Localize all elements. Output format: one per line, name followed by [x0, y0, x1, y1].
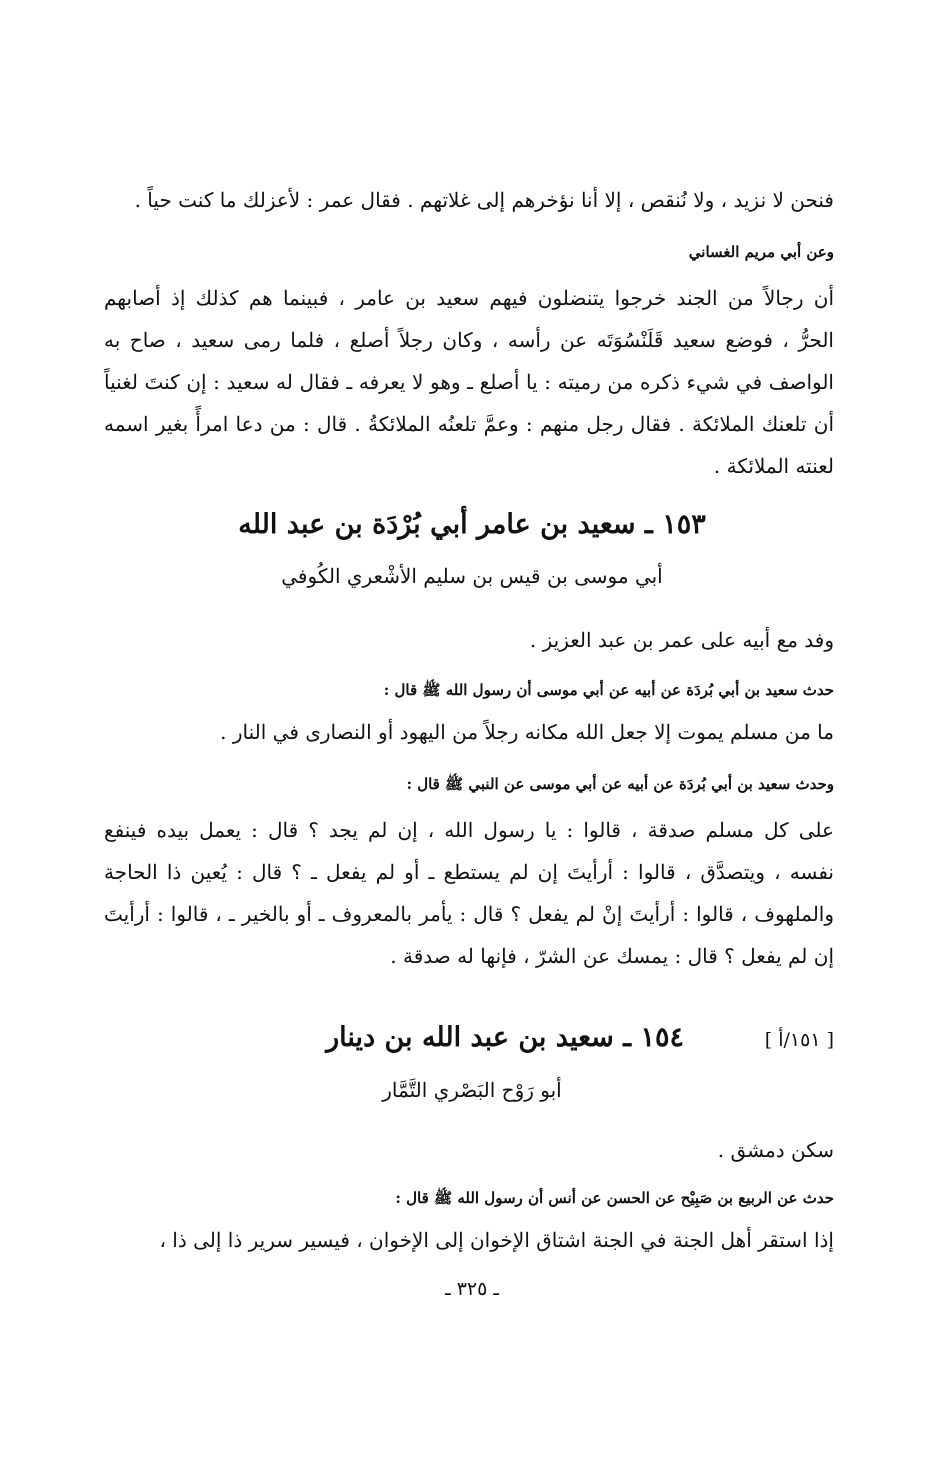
paragraph-line: أن رجالاً من الجند خرجوا يتنضلون فيهم سعيد بن عامر ، فبينما هم كذلك إذ أصابهم [104, 286, 834, 310]
paragraph-line: الواصف في شيء ذكره من رميته : يا أصلع ـ وهو لا يعرفه ـ فقال له سعيد : إن كنتَ لغنياً [104, 370, 834, 394]
isnad-line: حدث عن الربيع بن صَبِيْح عن الحسن عن أنس أن رسول الله ﷺ قال : [395, 1189, 834, 1207]
entry-heading-153: ١٥٣ ـ سعيد بن عامر أبي بُرْدَة بن عبد الله [238, 509, 706, 540]
page-number: ـ ٣٢٥ ـ [445, 1278, 499, 1300]
entry-intro: سكن دمشق . [717, 1138, 834, 1162]
isnad-line: حدث سعيد بن أبي بُردَة عن أبيه عن أبي موسى أن رسول الله ﷺ قال : [383, 681, 834, 699]
paragraph-line: لعنته الملائكة . [713, 454, 834, 478]
entry-subheading-153: أبي موسى بن قيس بن سليم الأشْعري الكُوفي [281, 564, 663, 588]
hadith-text: ما من مسلم يموت إلا جعل الله مكانه رجلاً من اليهود أو النصارى في النار . [220, 720, 834, 744]
entry-heading-154: ١٥٤ ـ سعيد بن عبد الله بن دينار [326, 1022, 684, 1053]
hadith-line: نفسه ، ويتصدَّق ، قالوا : أرأيتَ إن لم يستطع ـ أو لم يفعل ـ ؟ قال : يُعين ذا الحاجة [104, 860, 834, 884]
isnad-line: وحدث سعيد بن أبي بُردَة عن أبيه عن أبي موسى عن النبي ﷺ قال : [406, 775, 834, 793]
folio-marker: [ ١٥١/أ ] [764, 1029, 834, 1051]
hadith-line: إن لم يفعل ؟ قال : يمسك عن الشرّ ، فإنها له صدقة . [390, 944, 834, 968]
hadith-line: على كل مسلم صدقة ، قالوا : يا رسول الله ، إن لم يجد ؟ قال : يعمل بيده فينفع [104, 818, 834, 842]
hadith-text: إذا استقر أهل الجنة في الجنة اشتاق الإخوان إلى الإخوان ، فيسير سرير ذا إلى ذا ، [159, 1228, 834, 1252]
entry-subheading-154: أبو رَوْح البَصْري التَّمَّار [382, 1078, 562, 1102]
entry-intro: وفد مع أبيه على عمر بن عبد العزيز . [529, 628, 834, 652]
hadith-line: والملهوف ، قالوا : أرأيتَ إنْ لم يفعل ؟ قال : يأمر بالمعروف ـ أو بالخير ـ ، قالوا : أرأيتَ [104, 902, 834, 926]
paragraph-line: فنحن لا نزيد ، ولا نُنقص ، إلا أنا نؤخرهم إلى غلاتهم . فقال عمر : لأعزلك ما كنت حياً . [134, 188, 834, 212]
isnad-line: وعن أبي مريم الغساني [688, 243, 834, 261]
paragraph-line: أن تلعنك الملائكة . فقال رجل منهم : وعمَّ تلعنُه الملائكةُ . قال : من دعا امرأً بغير اسمه [104, 412, 834, 436]
paragraph-line: الحرُّ ، فوضع سعيد قَلَنْسُوَتَه عن رأسه ، وكان رجلاً أصلع ، فلما رمى سعيد ، صاح به [104, 328, 834, 352]
